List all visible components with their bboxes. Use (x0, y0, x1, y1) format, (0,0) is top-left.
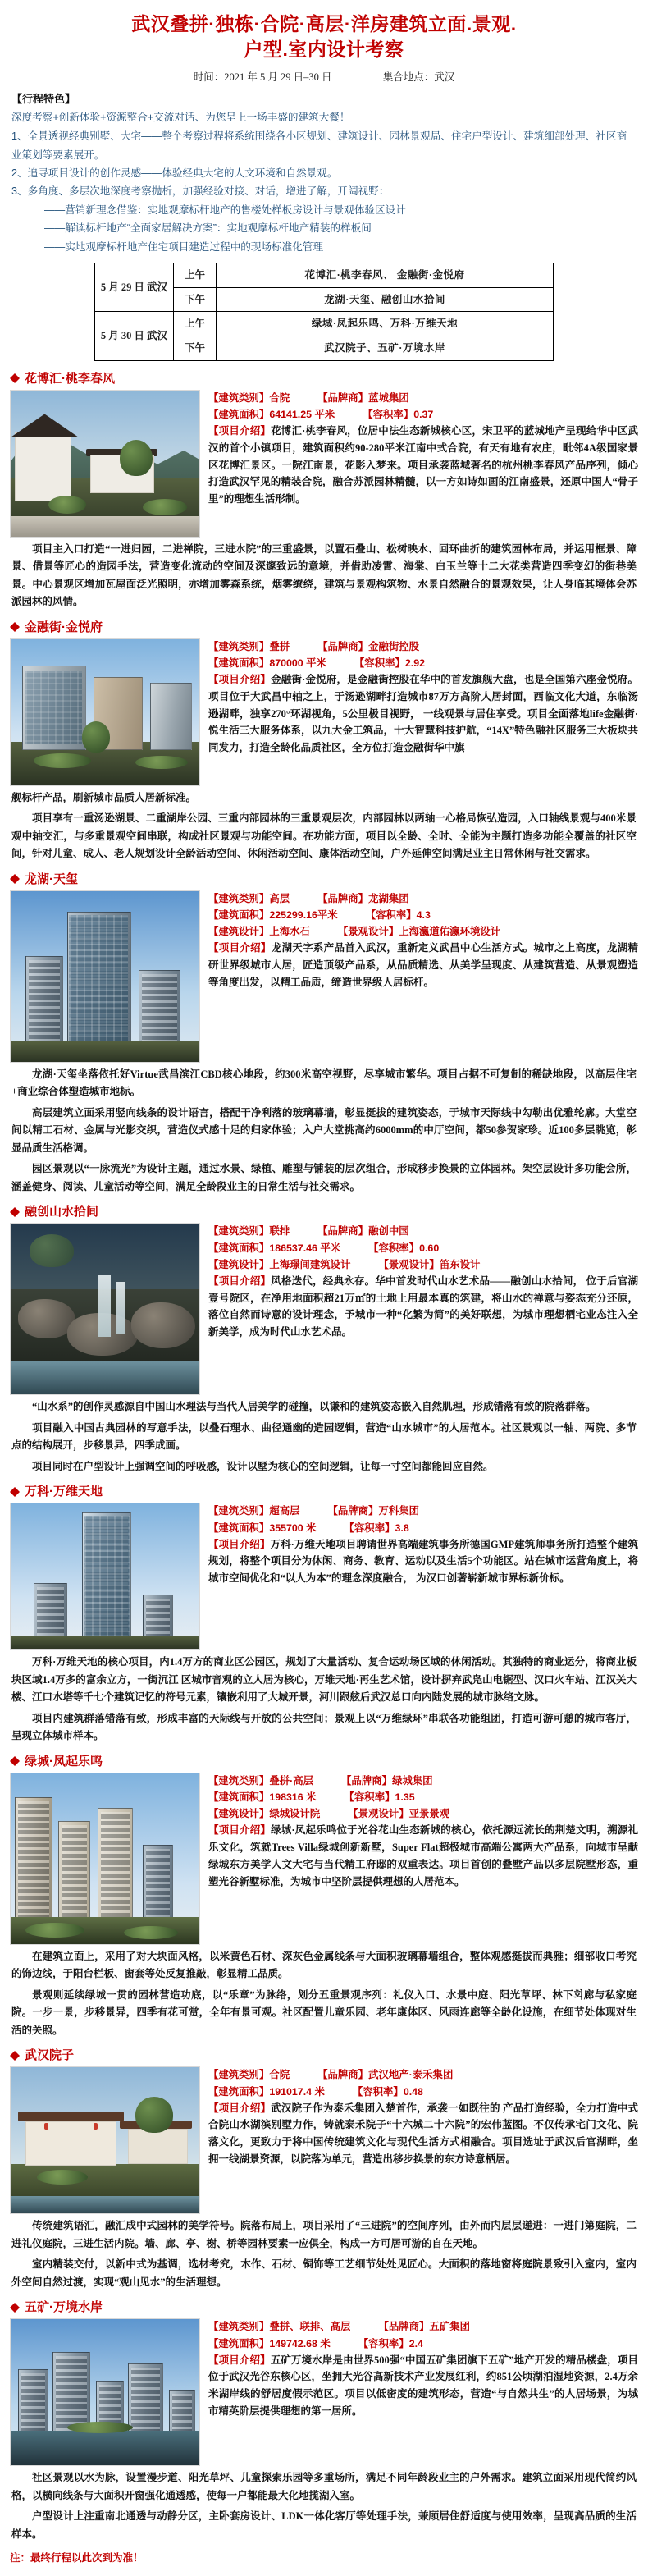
project-body (10, 1223, 638, 1395)
meta-value: 1.35 (395, 1791, 415, 1804)
project-paragraph: 室内精装交付，以新中式为基调，选材考究，木作、石材、铜饰等工艺细节处处见匠心。大面积的落地窗将庭院景致引入室内，室内外空间自然过渡，实现“观山见水”的生活理想。 (11, 2258, 637, 2288)
intro-item-3: 3、多角度、多层次地深度考察抛析，加强经验对接、对话，增进了解，开阔视野： (11, 185, 390, 198)
meta-value: 2.4 (408, 2337, 423, 2350)
project-paragraph: 项目主入口打造“一进归园，二进禅院，三进水院”的三重盛景，以置石叠山、松树映水、回环曲折的建筑园林布局，并运用框景、障景、借景等匠心的造园手法，营造变化流动的空间及深邃致远的意境，并借助凌霄、海棠、白玉兰等十二大花类营造四季变幻的街巷美景。中心景观区增加瓦屋面泛光照明，亦增加雾森系统，烟雾缭绕，建筑与景观构筑物、水景自然融合的景观效果，让人身临其境体会苏派园林的风情。 (11, 542, 637, 608)
intro-tag: 【项目介绍】 (208, 1274, 272, 1287)
project-photo-scene (11, 1773, 199, 1944)
table-row (95, 312, 554, 336)
project-paragraph: 高层建筑立面采用竖向线条的设计语言，搭配干净利落的玻璃幕墙，彰显挺拔的建筑姿态，于城市天际线中勾勒出优雅轮廓。大堂空间以精工石材、金属与光影交织，营造仪式感十足的归家体验；入户大堂挑高约6000mm的中厅空间，都50参贺家珍。近100多层眺览，彰显品质生活格调。 (11, 1106, 637, 1154)
table-row (95, 263, 554, 287)
project-photo (10, 890, 200, 1063)
meta-value: 355700 米 (269, 1521, 317, 1534)
meta-value: 叠拼·高层 (269, 1774, 314, 1787)
project-paragraph: 项目同时在户型设计上强调空间的呼吸感，设计以墅为核心的空间逻辑，让每一寸空间都能回应自然。 (32, 1460, 494, 1472)
meta-key: 【建筑面积】 (208, 909, 270, 922)
meta-key: 【容积率】 (363, 409, 414, 421)
project-section (0, 2298, 648, 2545)
project-title (10, 618, 638, 635)
intro-body: 武汉院子作为泰禾集团入楚首作，承袭一如既往的 产品打造经验，全力打造中式合院山水湖滨别墅力作，铸就泰禾院子“十六城二十六院”的宏伟蓝图。不仅传承宅门文化、院落文化，更致力于将中国传统建筑文化与现代生活方式相融合。项目选址于武汉后官湖畔，坐拥一线湖景资源，以院落为单元，营造出移步换景的东方诗意栖居。 (208, 2102, 638, 2165)
project-photo-scene (11, 2319, 199, 2465)
intro-tag: 【项目介绍】 (208, 2102, 272, 2114)
project-meta-line (208, 2084, 638, 2100)
project-name: 五矿·万境水岸 (25, 2300, 103, 2315)
project-name: 万科·万维天地 (25, 1485, 103, 1499)
meta-key: 【建筑面积】 (208, 2085, 270, 2098)
meta-value: 0.48 (403, 2085, 423, 2098)
project-paragraph: 传统建筑语汇，融汇成中式园林的美学符号。院落布局上，项目采用了“三进院”的空间序列，由外而内层层递进：一进门第庭院，二进礼仪庭院，三进生活内院。墙、廊、亭、榭、桥等园林要素一应俱全，构成一方可居可游的自在天地。 (11, 2220, 637, 2249)
project-meta-line (208, 890, 638, 907)
project-meta-line (208, 1240, 638, 1256)
project-body (10, 638, 638, 786)
project-intro (208, 1822, 638, 1890)
meta-key: 【建筑类别】 (208, 391, 270, 404)
meta-key: 【容积率】 (354, 657, 405, 670)
meta-value: 超高层 (269, 1505, 300, 1517)
intro-section-label: 【行程特色】 (11, 93, 76, 106)
meta-key: 【容积率】 (368, 1242, 420, 1254)
intro-item-2: 2、追寻项目设计的创作灵感——体验经典大宅的人文环境和自然景观。 (11, 167, 338, 179)
meta-key: 【景观设计】 (337, 926, 399, 938)
meta-key: 【品牌商】 (327, 1505, 379, 1517)
project-section (0, 870, 648, 1198)
project-paragraph: 景观则延续绿城一贯的园林营造功底，以“乐章”为脉络，划分五重景观序列：礼仪入口、水景中庭、阳光草坪、林下회廊与私家庭院。一步一景，步移景异，四季有花可赏，全年有景可观。社区配置儿童乐园、老年康体区、风雨连廊等全龄化设施，在细节处体现对生活的关照。 (11, 1988, 637, 2036)
project-meta-line (208, 1805, 638, 1822)
intro-body: 龙湖天字系产品首入武汉，重新定义武昌中心生活方式。城市之上高度，龙湖精研世界级城市人居，匠造顶级产品系，从品质精选、从美学呈现度、从建筑营造、从景观塑造等角度出发，以精工品质，缔造世界级人居标杆。 (208, 942, 638, 988)
meta-key: 【建筑面积】 (208, 1521, 270, 1534)
meta-key: 【建筑类别】 (208, 1505, 270, 1517)
project-name: 绿城·凤起乐鸣 (25, 1754, 103, 1768)
project-intro (208, 423, 638, 508)
meta-key: 【景观设计】 (348, 1808, 409, 1820)
meta-value: 亚景景观 (408, 1808, 450, 1820)
meta-value: 191017.4 米 (269, 2085, 325, 2098)
project-meta-line (208, 1256, 638, 1273)
project-text (208, 2318, 638, 2419)
project-meta-line (208, 406, 638, 423)
meta-value: 联排 (269, 1225, 290, 1238)
meta-value: 五矿集团 (429, 2321, 470, 2333)
project-photo (10, 638, 200, 786)
intro-tag: 【项目介绍】 (208, 425, 272, 437)
intro-body: 绿城·凤起乐鸣位于光谷花山生态新城的核心，依托源远流长的荆楚文明，溯源礼乐文化，筑就Trees Villa绿城创新新墅，Super Flat超极城市高端公寓两大产品系，向城市呈献绿城东方美学人文大宅与当代精工府邸的双重表达。项目首创的叠墅产品以多层院墅形态，重塑光谷新墅标准，为城市中坚阶层提供理想的人居范本。 (208, 1824, 638, 1887)
project-photo-scene (11, 391, 199, 537)
intro-subitem-2: ——解读标杆地产“全面家居解决方案”：实地观摩标杆地产精装的样板间 (44, 222, 372, 235)
project-photo-scene (11, 1503, 199, 1649)
project-photo-scene (11, 639, 199, 785)
schedule-ampm-2-1: 上午 (174, 312, 217, 336)
meta-value: 蓝城集团 (368, 391, 409, 404)
meta-key: 【建筑设计】 (208, 926, 270, 938)
project-name: 融创山水拾间 (25, 1205, 99, 1219)
project-body (10, 1503, 638, 1650)
meta-value: 870000 平米 (269, 657, 326, 670)
meta-value: 186537.46 平米 (269, 1242, 341, 1254)
schedule-day-2: 5 月 30 日 武汉 (95, 312, 174, 361)
project-paragraph: 项目内建筑群落错落有致，形成丰富的天际线与开放的公共空间；景观上以“万维绿环”串联各功能组团，打造可游可憩的城市客厅，呈现立体城市样本。 (11, 1712, 637, 1742)
meta-value: 4.3 (416, 909, 431, 922)
project-text (208, 1773, 638, 1890)
meta-key: 【建筑设计】 (208, 1258, 270, 1270)
meta-key: 【容积率】 (344, 1791, 395, 1804)
meta-key: 【容积率】 (344, 1521, 395, 1534)
meta-value: 198316 米 (269, 1791, 317, 1804)
project-photo-scene (11, 891, 199, 1062)
schedule-activity-1-1: 花博汇·桃李春风、 金融街·金悦府 (217, 263, 554, 287)
meta-value: 万科集团 (378, 1505, 420, 1517)
meta-key: 【建筑类别】 (208, 2069, 270, 2081)
project-paragraph: 万科·万维天地的核心项目，内1.4万方的商业区公园区，规划了大量活动、复合运动场区域的休闲活动。其独特的商业运分，将商业板块区域1.4万多的富余立方，一街沉江 区城市音观的立人居为核心，万维天地·再生艺术馆，设计摒弃武凫山电锯型、汉口火车站、江汉关大楼、江口水塔等千七个建筑记忆的符号元素，镶嵌利用了大城开景，河川跟舷后武汉总口向内陆发展的城市脉络文脉。 (11, 1656, 637, 1704)
intro-body: 金融街·金悦府，是金融街控股在华中的首发旗舰大盘，也是全国第六座金悦府。项目位于大武昌中轴之上，于汤逊湖畔打造城市87万方高阶人居封面，西临文化大道，东临汤逊湖畔，独享270°环湖视角，5公里极目视野， 一线观景与居住享受。项目全面落地life金融街·悦生活三大服务体系，以九大金工筑品，十大智慧科技护航，“14X”特色融社区服务三大板块共同发力，打造全龄化品质社区，全方位打造金融街华中旗 (208, 674, 638, 754)
meta-value: 绿城集团 (392, 1774, 433, 1787)
project-text (208, 1503, 638, 1586)
diamond-bullet-icon (10, 2298, 20, 2308)
project-section (0, 1482, 648, 1747)
meta-value: 叠拼、联排、高层 (269, 2321, 351, 2333)
meta-key: 【品牌商】 (317, 2069, 369, 2081)
project-paragraph: 龙湖·天玺坐落依托好Virtue武昌滨江CBD核心地段，约300米高空视野，尽享城市繁华。项目占据不可复制的稀缺地段，以高层住宅+商业综合体塑造城市地标。 (11, 1068, 637, 1098)
intro-lead: 深度考察+创新体验+资源整合+交流对话、为您呈上一场丰盛的建筑大餐！ (11, 112, 350, 124)
intro-body: 风格迭代，经典永存。华中首发时代山水艺术品——融创山水拾间， 位于后官湖壹号院区，在净用地面积超21万㎡的土地上用最本真的筑建，将山水的禅意与姿态充分还原，落位自然而诗意的设计理念，予城市一种“化繁为简”的美好联想，为城市理想栖宅业态注入全新美学，成为时代山水艺术品。 (208, 1274, 638, 1338)
meta-value: 高层 (269, 892, 290, 904)
meta-key: 【建筑类别】 (208, 2321, 270, 2333)
intro-subitem-1: ——营销新理念借鉴：实地观摩标杆地产的售楼处样板房设计与景观体验区设计 (44, 204, 406, 216)
project-photo (10, 1773, 200, 1945)
meta-key: 【建筑类别】 (208, 1225, 270, 1238)
meta-value: 笛东设计 (439, 1258, 481, 1270)
meta-key: 【品牌商】 (341, 1774, 392, 1787)
intro-body: 五矿万境水岸是由世界500强“中国五矿集团旗下五矿”地产开发的精品楼盘，项目位于武汉光谷东核心区，坐拥大光谷高新技术产业发展红利，约851公顷湖泊湿地资源，2.4万余米湖岸线的舒居度假示范区。项目以低密度的建筑形态，营造“与自然共生”的人居场景，为城市精英阶层提供理想的第一居所。 (208, 2354, 638, 2417)
meta-key: 【建筑类别】 (208, 892, 270, 904)
project-body (10, 2318, 638, 2466)
schedule-ampm-1-2: 下午 (174, 287, 217, 312)
time-label: 时间：2021 年 5 月 29 日–30 日 (193, 71, 332, 84)
intro-subitem-3: ——实地观摩标杆地产住宅项目建造过程中的现场标准化管理 (44, 240, 324, 253)
project-meta-line (208, 638, 638, 655)
project-photo (10, 1223, 200, 1395)
project-intro (208, 671, 638, 757)
meta-key: 【建筑面积】 (208, 1242, 270, 1254)
project-photo (10, 390, 200, 538)
project-intro (208, 2352, 638, 2420)
project-body (10, 2066, 638, 2214)
schedule-table-wrap (0, 263, 648, 361)
project-intro (208, 2100, 638, 2168)
meta-value: 合院 (269, 391, 290, 404)
meta-value: 合院 (269, 2069, 290, 2081)
meta-value: 2.92 (404, 657, 425, 670)
intro-section (0, 87, 648, 256)
project-photo-scene (11, 2067, 199, 2213)
page-title (0, 0, 648, 64)
project-title (10, 369, 638, 387)
intro-tag: 【项目介绍】 (208, 942, 272, 954)
intro-tag: 【项目介绍】 (208, 1824, 272, 1837)
intro-tag: 【项目介绍】 (208, 1538, 271, 1550)
meta-value: 3.8 (395, 1521, 409, 1534)
project-section (0, 2046, 648, 2293)
project-intro (208, 1273, 638, 1341)
project-text (208, 390, 638, 508)
project-body (10, 890, 638, 1063)
project-name: 花博汇·桃李春风 (25, 371, 115, 386)
project-title (10, 1752, 638, 1769)
projects-list (0, 369, 648, 2546)
project-title (10, 2298, 638, 2315)
project-intro (208, 940, 638, 991)
meta-key: 【品牌商】 (378, 2321, 430, 2333)
meta-key: 【建筑面积】 (208, 657, 270, 670)
project-title (10, 1482, 638, 1499)
project-paragraph: 园区景观以“一脉流光”为设计主题，通过水景、绿植、雕塑与铺装的层次组合，形成移步换景的立体园林。架空层设计多功能会所，涵盖健身、阅读、儿童活动等空间，满足全龄段业主的日常生活与社交需求。 (11, 1163, 637, 1192)
project-name: 金融街·金悦府 (25, 620, 103, 634)
diamond-bullet-icon (10, 617, 20, 627)
project-text (208, 890, 638, 991)
diamond-bullet-icon (10, 1751, 20, 1761)
project-meta-line (208, 2336, 638, 2352)
project-paragraph: 项目享有一重汤逊湖景、二重湖岸公园、三重内部园林的三重景观层次，内部园林以两轴一心格局恢弘造园，入口轴线景观与400米景观中轴交汇，与多重景观空间串联，构成社区景观与功能空间。在功能方面，项目以全龄、全时、全能为主题打造多功能全覆盖的社区空间，针对儿童、成人、老人规划设计全龄活动空间、休闲活动空间、康体活动空间，户外延伸空间满足业主日常休闲与社交需求。 (11, 812, 637, 860)
meta-value: 149742.68 米 (269, 2337, 331, 2350)
project-paragraph: 在建筑立面上，采用了对大块面风格，以米黄色石材、深灰色金属线条与大面积玻璃幕墙组合，整体观感挺拔而典雅；细部收口考究的饰边线，于阳台栏板、窗套等处反复推敲，彰显精工品质。 (11, 1950, 637, 1980)
diamond-bullet-icon (10, 2046, 20, 2056)
project-photo-scene (11, 1224, 199, 1394)
meta-value: 绿城设计院 (269, 1808, 321, 1820)
meta-value: 64141.25 平米 (269, 409, 335, 421)
intro-item-1: 1、全景透视经典别墅、大宅——整个考察过程将系统围绕各小区规划、建筑设计、园林景观局、住宅户型设计、建筑细部处理、社区商业策划等要素展开。 (11, 130, 627, 161)
diamond-bullet-icon (10, 368, 20, 378)
doc-meta (0, 64, 648, 87)
project-name: 龙湖·天玺 (25, 872, 78, 886)
project-meta-line (208, 390, 638, 406)
project-meta-line (208, 2066, 638, 2083)
meta-value: 金融街控股 (368, 640, 420, 652)
project-photo (10, 1503, 200, 1650)
project-section (0, 618, 648, 865)
project-meta-line (208, 1773, 638, 1789)
project-meta-line (208, 1503, 638, 1519)
project-paragraph: 社区景观以水为脉，设置漫步道、阳光草坪、儿童探索乐园等多重场所，满足不同年龄段业主的户外需求。建筑立面采用现代简约风格，以横向线条与大面积开窗强化通透感，使每一户都能最大化地揽湖入室。 (11, 2472, 637, 2501)
schedule-table (94, 263, 554, 361)
project-meta-line (208, 1223, 638, 1239)
project-name: 武汉院子 (25, 2048, 75, 2063)
meta-key: 【建筑面积】 (208, 1791, 270, 1804)
project-photo (10, 2318, 200, 2466)
schedule-ampm-2-2: 下午 (174, 336, 217, 361)
meta-key: 【品牌商】 (317, 892, 369, 904)
project-text (208, 2066, 638, 2167)
meta-key: 【容积率】 (365, 909, 417, 922)
project-meta-line (208, 923, 638, 940)
meta-key: 【建筑类别】 (208, 640, 270, 652)
meta-value: 上海水石 (269, 926, 310, 938)
footer-note: 注：最终行程以此次到为准！ (10, 2552, 144, 2565)
project-paragraph: 户型设计上注重南北通透与动静分区，主卧套房设计、LDK一体化客厅等处理手法，兼顾居住舒适度与使用效率，呈现高品质的生活样本。 (11, 2510, 637, 2540)
meta-value: 上海瀛道佑瀛环境设计 (399, 926, 501, 938)
meta-value: 武汉地产·泰禾集团 (368, 2069, 454, 2081)
place-label: 集合地点：武汉 (382, 71, 455, 84)
schedule-ampm-1-1: 上午 (174, 263, 217, 287)
meta-key: 【景观设计】 (378, 1258, 440, 1270)
project-photo (10, 2066, 200, 2214)
meta-key: 【建筑类别】 (208, 1774, 270, 1787)
intro-body: 花博汇·桃李春风，位居中法生态新城核心区，宋卫平的蓝城地产呈现给华中区武汉的首个小镇项目，建筑面积约90-280平米江南中式合院，有天有地有农庄，毗邻4A级国家景区花博汇景区。一院江南景，花影入梦来。项目承袭蓝城著名的杭州桃李春风产品序列，倾心打造武汉罕见的精装合院，融合苏派园林精髓，以一方如诗如画的江南盛景，还原中国人“骨子里”的理想生活形制。 (208, 425, 638, 506)
title-line-1: 武汉叠拼·独栋·合院·高层·洋房建筑立面.景观. (131, 13, 517, 34)
project-body (10, 390, 638, 538)
meta-key: 【建筑设计】 (208, 1808, 270, 1820)
project-meta-line (208, 655, 638, 671)
project-paragraph: 舰标杆产品，刷新城市品质人居新标准。 (11, 791, 197, 803)
project-text (208, 638, 638, 757)
meta-key: 【建筑面积】 (208, 2337, 270, 2350)
project-text (208, 1223, 638, 1340)
meta-key: 【品牌商】 (317, 391, 369, 404)
diamond-bullet-icon (10, 1482, 20, 1492)
meta-key: 【容积率】 (352, 2085, 404, 2098)
meta-value: 上海璟间建筑设计 (269, 1258, 351, 1270)
diamond-bullet-icon (10, 869, 20, 879)
project-title (10, 870, 638, 887)
intro-tag: 【项目介绍】 (208, 674, 272, 686)
intro-tag: 【项目介绍】 (208, 2354, 271, 2366)
project-meta-line (208, 1520, 638, 1536)
schedule-day-1: 5 月 29 日 武汉 (95, 263, 174, 312)
meta-value: 融创中国 (368, 1225, 409, 1238)
project-intro (208, 1536, 638, 1587)
meta-key: 【品牌商】 (317, 1225, 369, 1238)
project-paragraph: 项目融入中国古典园林的写意手法，以叠石理水、曲径通幽的造园逻辑，营造“山水城市”的人居范本。社区景观以一轴、两院、多节点的结构展开，步移景异，四季成画。 (11, 1421, 637, 1452)
meta-key: 【品牌商】 (317, 640, 369, 652)
meta-value: 龙湖集团 (368, 892, 409, 904)
intro-body: 万科·万维天地项目聘请世界高端建筑事务所德国GMP建筑师事务所打造整个建筑规划，将整个项目分为休闲、商务、教育、运动以及生活5个功能区。站在城市运营角度上，将城市空间优化和“以人为本”的理念深度融合， 为汉口创著崭新城市界标新价标。 (208, 1538, 638, 1585)
project-meta-line (208, 907, 638, 923)
project-title (10, 1202, 638, 1219)
project-title (10, 2046, 638, 2063)
meta-value: 225299.16平米 (269, 909, 338, 922)
schedule-activity-2-1: 绿城·凤起乐鸣、万科·万维天地 (217, 312, 554, 336)
meta-key: 【容积率】 (358, 2337, 409, 2350)
meta-value: 0.60 (419, 1242, 440, 1254)
schedule-activity-2-2: 武汉院子、五矿·万境水岸 (217, 336, 554, 361)
project-paragraph: “山水系”的创作灵感源自中国山水理法与当代人居美学的碰撞，以谦和的建筑姿态嵌入自然肌理，形成错落有致的院落群落。 (32, 1401, 596, 1413)
project-section (0, 1752, 648, 2042)
meta-value: 0.37 (413, 409, 434, 421)
project-section (0, 369, 648, 613)
title-line-2: 户型.室内设计考察 (244, 39, 404, 61)
schedule-activity-1-2: 龙湖·天玺、融创山水拾间 (217, 287, 554, 312)
project-meta-line (208, 2318, 638, 2335)
project-meta-line (208, 1789, 638, 1805)
project-section (0, 1202, 648, 1477)
project-body (10, 1773, 638, 1945)
meta-value: 叠拼 (269, 640, 290, 652)
diamond-bullet-icon (10, 1202, 20, 1212)
meta-key: 【建筑面积】 (208, 409, 270, 421)
